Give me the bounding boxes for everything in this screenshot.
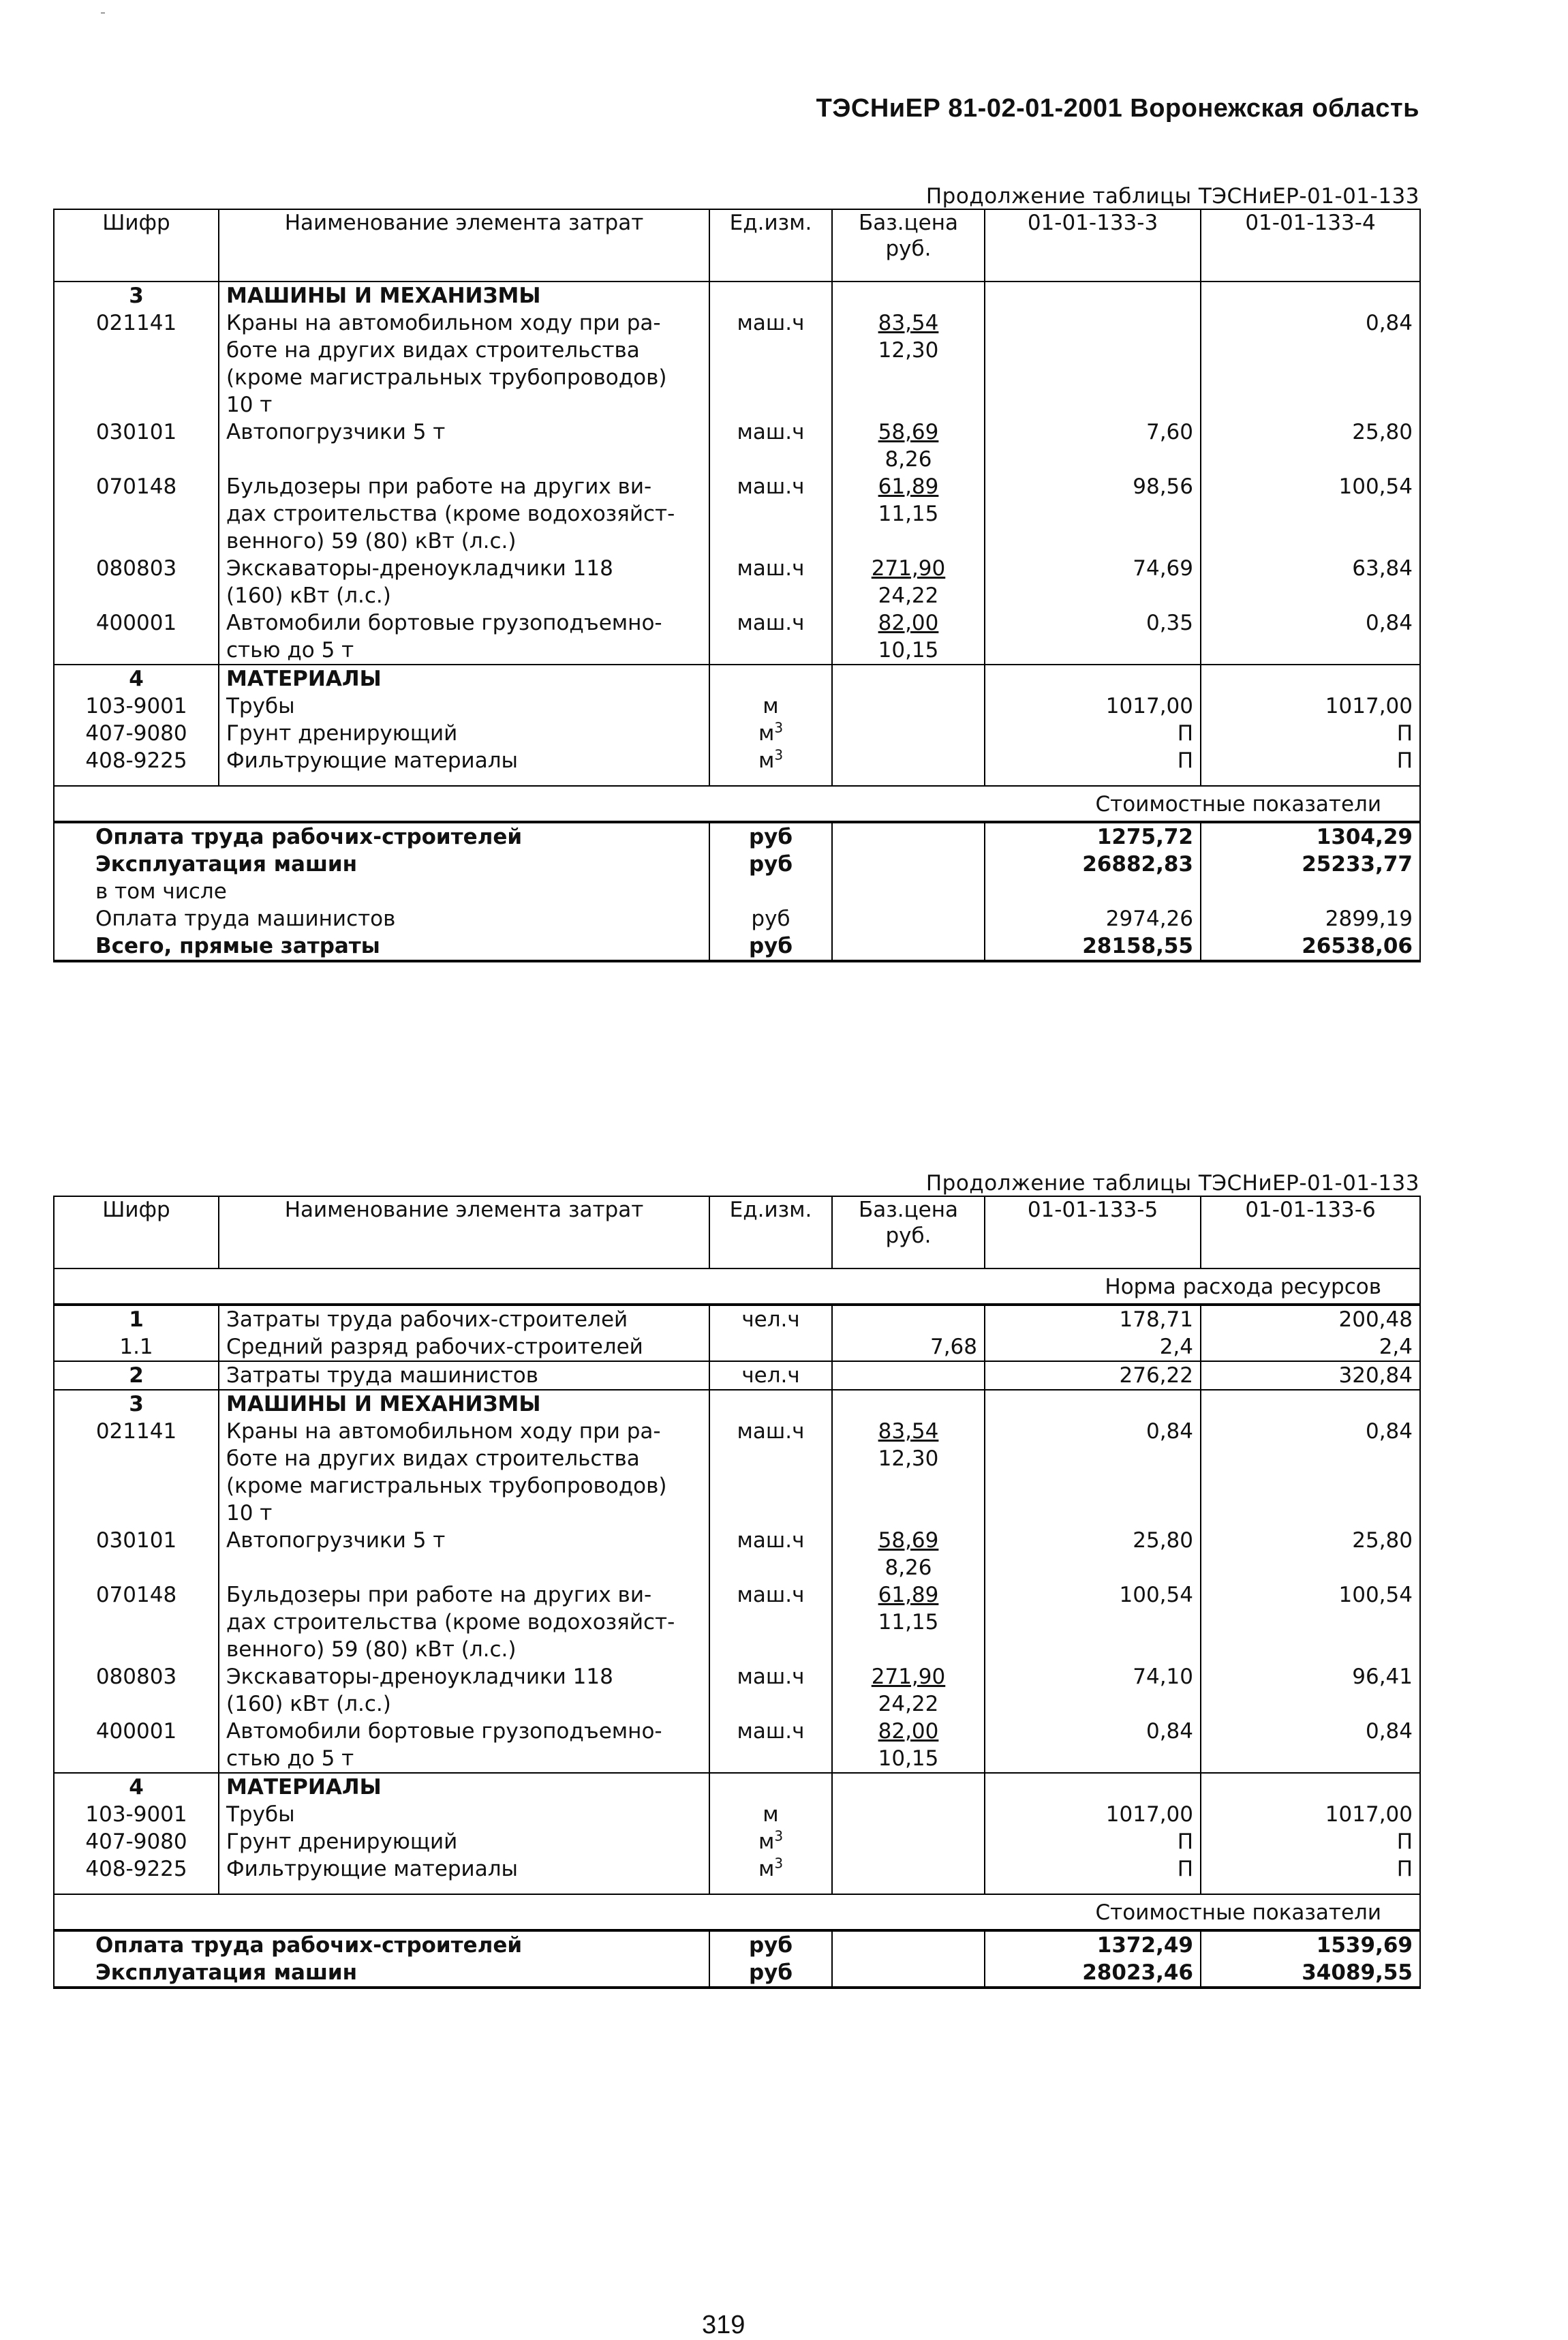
total-variant-b: 25233,77 [1201, 851, 1420, 878]
total-unit: руб [709, 932, 832, 961]
total-variant-a: 28158,55 [985, 932, 1201, 961]
total-variant-a: 26882,83 [985, 851, 1201, 878]
resource-code: 1 [54, 1305, 219, 1333]
material-row [54, 747, 1420, 774]
base-price: 83,54 [878, 1419, 939, 1444]
price-header-line1: Баз.цена [858, 211, 959, 235]
base-price: 61,89 [878, 474, 939, 499]
empty-cell [832, 1773, 985, 1801]
spacer-row [54, 774, 1420, 786]
empty-cell [832, 1855, 985, 1883]
material-row [54, 1855, 1420, 1883]
base-price-cell [832, 309, 985, 419]
table-header-row [54, 209, 1420, 282]
column-header-unit: Ед.изм. [709, 1196, 832, 1268]
empty-cell [985, 282, 1201, 309]
section-title: МАТЕРИАЛЫ [219, 665, 709, 693]
label-cost-indicators-row: Стоимостные показатели [54, 1894, 1420, 1930]
resource-name: Автомобили бортовые грузоподъемно- стью до 5 т [219, 609, 709, 665]
value-variant-b: 100,54 [1201, 1581, 1420, 1663]
empty-cell [709, 1390, 832, 1418]
total-label: Оплата труда машинистов [54, 905, 709, 932]
section-code: 4 [54, 665, 219, 693]
machine-row [54, 555, 1420, 609]
total-variant-b: 1539,69 [1201, 1930, 1420, 1959]
empty-cell [832, 932, 985, 961]
empty-cell [832, 1390, 985, 1418]
total-label: Эксплуатация машин [54, 851, 709, 878]
empty-cell [1201, 1390, 1420, 1418]
resource-name: Фильтрующие материалы [219, 747, 709, 774]
value-variant-a: 0,84 [985, 1718, 1201, 1773]
resource-unit: м [758, 1857, 775, 1881]
price-header-line1: Баз.цена [858, 1198, 959, 1222]
value-variant-a: 7,60 [985, 419, 1201, 473]
value-variant-b: 0,84 [1201, 1718, 1420, 1773]
empty-cell [54, 1883, 219, 1894]
base-price-cell [832, 1663, 985, 1718]
resource-code: 030101 [54, 419, 219, 473]
column-header-name: Наименование элемента затрат [219, 1196, 709, 1268]
label-norm-label-row: Норма расхода ресурсов [54, 1268, 1420, 1305]
table-header-row [54, 1196, 1420, 1268]
spacer-row [54, 1883, 1420, 1894]
section-code: 3 [54, 1390, 219, 1418]
resource-name: Экскаваторы-дреноукладчики 118 (160) кВт (л.с.) [219, 555, 709, 609]
unit-exponent: 3 [774, 719, 784, 736]
page-number: 319 [702, 2311, 745, 2339]
empty-cell [709, 665, 832, 693]
section-code: 4 [54, 1773, 219, 1801]
empty-cell [709, 1883, 832, 1894]
total-label: Оплата труда рабочих-строителей [54, 822, 709, 851]
empty-cell [219, 774, 709, 786]
price-header-line2: руб. [885, 237, 932, 261]
operator-labor-price: 12,30 [878, 338, 939, 363]
value-variant-b: 25,80 [1201, 1527, 1420, 1581]
column-header-variant-a: 01-01-133-5 [985, 1196, 1201, 1268]
column-header-variant-b: 01-01-133-6 [1201, 1196, 1420, 1268]
empty-cell [832, 1801, 985, 1828]
table2-caption: Продолжение таблицы ТЭСНиЕР-01-01-133 [925, 1171, 1419, 1196]
base-price-cell [832, 1527, 985, 1581]
resource-name: Краны на автомобильном ходу при ра- боте на других видах строительства (кроме магистральных трубопроводов) 10 т [219, 309, 709, 419]
base-price [832, 1305, 985, 1333]
resource-unit: м [763, 694, 779, 718]
section-heading-row [54, 665, 1420, 693]
column-header-price [832, 209, 985, 282]
total-variant-a: 2974,26 [985, 905, 1201, 932]
value-variant-b: П [1201, 720, 1420, 747]
resource-unit: маш.ч [709, 1581, 832, 1663]
empty-cell [985, 665, 1201, 693]
value-variant-a: П [985, 1855, 1201, 1883]
value-variant-a: П [985, 1828, 1201, 1855]
total-unit: руб [709, 851, 832, 878]
value-variant-b: 25,80 [1201, 419, 1420, 473]
resource-unit: м [758, 748, 775, 773]
empty-cell [1201, 1773, 1420, 1801]
resource-code: 103-9001 [54, 1801, 219, 1828]
base-price-cell [832, 473, 985, 555]
labor-row [54, 1361, 1420, 1390]
machine-row [54, 309, 1420, 419]
base-price: 7,68 [832, 1333, 985, 1361]
total-row [54, 822, 1420, 851]
empty-cell [832, 1828, 985, 1855]
resource-table-2 [53, 1196, 1421, 1989]
total-row [54, 1930, 1420, 1959]
resource-unit-cell [709, 1855, 832, 1883]
table1-caption: Продолжение таблицы ТЭСНиЕР-01-01-133 [925, 184, 1419, 209]
value-variant-b: 320,84 [1201, 1361, 1420, 1390]
empty-cell [832, 822, 985, 851]
base-price-cell [832, 609, 985, 665]
value-variant-b: 63,84 [1201, 555, 1420, 609]
base-price-cell [832, 1581, 985, 1663]
resource-name: Экскаваторы-дреноукладчики 118 (160) кВт (л.с.) [219, 1663, 709, 1718]
label-cost-indicators-row: Стоимостные показатели [54, 786, 1420, 822]
norm-label-row [54, 1268, 1420, 1305]
resource-unit [709, 1333, 832, 1361]
value-variant-a: 2,4 [985, 1333, 1201, 1361]
machine-row [54, 1663, 1420, 1718]
value-variant-a: 0,84 [985, 1418, 1201, 1527]
value-variant-b: П [1201, 747, 1420, 774]
empty-cell [832, 851, 985, 878]
section-heading-row [54, 1390, 1420, 1418]
value-variant-a: П [985, 747, 1201, 774]
total-label: в том числе [54, 878, 709, 905]
resource-unit-cell [709, 1801, 832, 1828]
empty-cell [219, 1883, 709, 1894]
value-variant-b: 0,84 [1201, 609, 1420, 665]
resource-unit: маш.ч [709, 555, 832, 609]
document-title: ТЭСНиЕР 81-02-01-2001 Воронежская область [816, 94, 1419, 123]
resource-name: Автопогрузчики 5 т [219, 1527, 709, 1581]
resource-name: Трубы [219, 693, 709, 720]
column-header-code: Шифр [54, 209, 219, 282]
value-variant-a [985, 309, 1201, 419]
value-variant-a: 1017,00 [985, 1801, 1201, 1828]
empty-cell [832, 1930, 985, 1959]
value-variant-b: 200,48 [1201, 1305, 1420, 1333]
total-label: Эксплуатация машин [54, 1959, 709, 1988]
total-row [54, 932, 1420, 961]
section-heading-row [54, 282, 1420, 309]
empty-cell [832, 1883, 985, 1894]
resource-name: Фильтрующие материалы [219, 1855, 709, 1883]
total-variant-a: 1275,72 [985, 822, 1201, 851]
total-unit: руб [709, 822, 832, 851]
section-heading-row [54, 1773, 1420, 1801]
operator-labor-price: 8,26 [885, 447, 932, 472]
base-price: 82,00 [878, 1719, 939, 1744]
resource-name: Бульдозеры при работе на других ви- дах строительства (кроме водохозяйст- венного) 59 (80) кВт (л.с.) [219, 1581, 709, 1663]
resource-code: 400001 [54, 609, 219, 665]
total-variant-b [1201, 878, 1420, 905]
machine-row [54, 419, 1420, 473]
empty-cell [832, 905, 985, 932]
resource-name: Затраты труда рабочих-строителей [219, 1305, 709, 1333]
resource-unit: маш.ч [709, 419, 832, 473]
resource-code: 1.1 [54, 1333, 219, 1361]
resource-name: Грунт дренирующий [219, 1828, 709, 1855]
resource-unit-cell [709, 720, 832, 747]
total-row [54, 878, 1420, 905]
total-row [54, 905, 1420, 932]
resource-unit: м [758, 721, 775, 746]
base-price [832, 1361, 985, 1390]
cost-indicators-row [54, 1894, 1420, 1930]
value-variant-a: П [985, 720, 1201, 747]
base-price: 82,00 [878, 611, 939, 635]
total-unit: руб [709, 1930, 832, 1959]
empty-cell [709, 282, 832, 309]
column-header-variant-b: 01-01-133-4 [1201, 209, 1420, 282]
value-variant-b: 0,84 [1201, 1418, 1420, 1527]
machine-row [54, 609, 1420, 665]
resource-code: 407-9080 [54, 1828, 219, 1855]
resource-unit: маш.ч [709, 309, 832, 419]
empty-cell [1201, 1883, 1420, 1894]
operator-labor-price: 11,15 [878, 1610, 939, 1635]
machine-row [54, 473, 1420, 555]
operator-labor-price: 10,15 [878, 638, 939, 663]
base-price: 58,69 [878, 420, 939, 444]
empty-cell [832, 747, 985, 774]
column-header-code: Шифр [54, 1196, 219, 1268]
value-variant-a: 100,54 [985, 1581, 1201, 1663]
value-variant-b: 96,41 [1201, 1663, 1420, 1718]
material-row [54, 720, 1420, 747]
resource-name: Автопогрузчики 5 т [219, 419, 709, 473]
total-label: Всего, прямые затраты [54, 932, 709, 961]
column-header-name: Наименование элемента затрат [219, 209, 709, 282]
machine-row [54, 1527, 1420, 1581]
empty-cell [832, 282, 985, 309]
empty-cell [832, 665, 985, 693]
value-variant-a: 74,69 [985, 555, 1201, 609]
section-code: 3 [54, 282, 219, 309]
value-variant-a: 178,71 [985, 1305, 1201, 1333]
section-title: МАШИНЫ И МЕХАНИЗМЫ [219, 282, 709, 309]
resource-unit: маш.ч [709, 473, 832, 555]
resource-table-1 [53, 209, 1421, 962]
resource-code: 070148 [54, 473, 219, 555]
resource-unit: чел.ч [709, 1305, 832, 1333]
base-price: 271,90 [871, 1665, 946, 1689]
resource-unit: маш.ч [709, 1718, 832, 1773]
resource-unit: маш.ч [709, 1663, 832, 1718]
resource-name: Краны на автомобильном ходу при ра- боте на других видах строительства (кроме магистральных трубопроводов) 10 т [219, 1418, 709, 1527]
operator-labor-price: 12,30 [878, 1446, 939, 1471]
empty-cell [832, 1959, 985, 1988]
total-variant-b: 2899,19 [1201, 905, 1420, 932]
base-price-cell [832, 555, 985, 609]
resource-code: 407-9080 [54, 720, 219, 747]
operator-labor-price: 8,26 [885, 1555, 932, 1580]
resource-name: Средний разряд рабочих-строителей [219, 1333, 709, 1361]
value-variant-b: 1017,00 [1201, 1801, 1420, 1828]
resource-code: 408-9225 [54, 747, 219, 774]
unit-exponent: 3 [774, 1855, 784, 1872]
resource-code: 021141 [54, 1418, 219, 1527]
value-variant-b: П [1201, 1855, 1420, 1883]
unit-exponent: 3 [774, 746, 784, 763]
resource-name: Бульдозеры при работе на других ви- дах строительства (кроме водохозяйст- венного) 59 (80) кВт (л.с.) [219, 473, 709, 555]
value-variant-a: 98,56 [985, 473, 1201, 555]
value-variant-a: 74,10 [985, 1663, 1201, 1718]
resource-code: 2 [54, 1361, 219, 1390]
resource-unit: маш.ч [709, 1527, 832, 1581]
resource-code: 030101 [54, 1527, 219, 1581]
base-price-cell [832, 1418, 985, 1527]
resource-unit: маш.ч [709, 1418, 832, 1527]
base-price-cell [832, 1718, 985, 1773]
machine-row [54, 1581, 1420, 1663]
value-variant-a: 0,35 [985, 609, 1201, 665]
machine-row [54, 1418, 1420, 1527]
resource-code: 103-9001 [54, 693, 219, 720]
resource-code: 080803 [54, 555, 219, 609]
resource-code: 080803 [54, 1663, 219, 1718]
total-variant-a: 1372,49 [985, 1930, 1201, 1959]
value-variant-a: 25,80 [985, 1527, 1201, 1581]
empty-cell [54, 774, 219, 786]
resource-unit: маш.ч [709, 609, 832, 665]
empty-cell [1201, 282, 1420, 309]
empty-cell [832, 720, 985, 747]
total-label: Оплата труда рабочих-строителей [54, 1930, 709, 1959]
resource-unit-cell [709, 693, 832, 720]
column-header-price [832, 1196, 985, 1268]
total-row [54, 851, 1420, 878]
value-variant-b: П [1201, 1828, 1420, 1855]
total-unit: руб [709, 905, 832, 932]
total-row [54, 1959, 1420, 1988]
value-variant-a: 1017,00 [985, 693, 1201, 720]
price-header-line2: руб. [885, 1224, 932, 1248]
column-header-unit: Ед.изм. [709, 209, 832, 282]
empty-cell [832, 774, 985, 786]
total-variant-a [985, 878, 1201, 905]
unit-exponent: 3 [774, 1827, 784, 1844]
machine-row [54, 1718, 1420, 1773]
resource-unit-cell [709, 747, 832, 774]
empty-cell [832, 693, 985, 720]
base-price: 61,89 [878, 1583, 939, 1607]
empty-cell [985, 1773, 1201, 1801]
operator-labor-price: 24,22 [878, 583, 939, 608]
resource-unit: м [758, 1829, 775, 1854]
resource-unit: чел.ч [709, 1361, 832, 1390]
column-header-variant-a: 01-01-133-3 [985, 209, 1201, 282]
resource-unit-cell [709, 1828, 832, 1855]
base-price-cell [832, 419, 985, 473]
resource-code: 408-9225 [54, 1855, 219, 1883]
resource-code: 400001 [54, 1718, 219, 1773]
total-unit: руб [709, 1959, 832, 1988]
empty-cell [985, 1390, 1201, 1418]
empty-cell [832, 878, 985, 905]
total-unit [709, 878, 832, 905]
resource-name: Трубы [219, 1801, 709, 1828]
operator-labor-price: 11,15 [878, 502, 939, 526]
section-title: МАТЕРИАЛЫ [219, 1773, 709, 1801]
total-variant-b: 1304,29 [1201, 822, 1420, 851]
empty-cell [1201, 774, 1420, 786]
resource-code: 021141 [54, 309, 219, 419]
empty-cell [1201, 665, 1420, 693]
base-price: 58,69 [878, 1528, 939, 1553]
resource-unit: м [763, 1802, 779, 1827]
resource-code: 070148 [54, 1581, 219, 1663]
material-row [54, 1828, 1420, 1855]
empty-cell [709, 1773, 832, 1801]
resource-name: Грунт дренирующий [219, 720, 709, 747]
total-variant-b: 34089,55 [1201, 1959, 1420, 1988]
section-title: МАШИНЫ И МЕХАНИЗМЫ [219, 1390, 709, 1418]
cost-indicators-row [54, 786, 1420, 822]
value-variant-b: 2,4 [1201, 1333, 1420, 1361]
resource-name: Затраты труда машинистов [219, 1361, 709, 1390]
total-variant-a: 28023,46 [985, 1959, 1201, 1988]
empty-cell [985, 774, 1201, 786]
value-variant-b: 0,84 [1201, 309, 1420, 419]
labor-row [54, 1333, 1420, 1361]
labor-row [54, 1305, 1420, 1333]
empty-cell [985, 1883, 1201, 1894]
base-price: 271,90 [871, 556, 946, 581]
material-row [54, 1801, 1420, 1828]
value-variant-b: 100,54 [1201, 473, 1420, 555]
operator-labor-price: 24,22 [878, 1692, 939, 1716]
total-variant-b: 26538,06 [1201, 932, 1420, 961]
empty-cell [709, 774, 832, 786]
value-variant-b: 1017,00 [1201, 693, 1420, 720]
material-row [54, 693, 1420, 720]
value-variant-a: 276,22 [985, 1361, 1201, 1390]
resource-name: Автомобили бортовые грузоподъемно- стью до 5 т [219, 1718, 709, 1773]
scan-mark [101, 12, 105, 14]
operator-labor-price: 10,15 [878, 1746, 939, 1771]
base-price: 83,54 [878, 311, 939, 335]
